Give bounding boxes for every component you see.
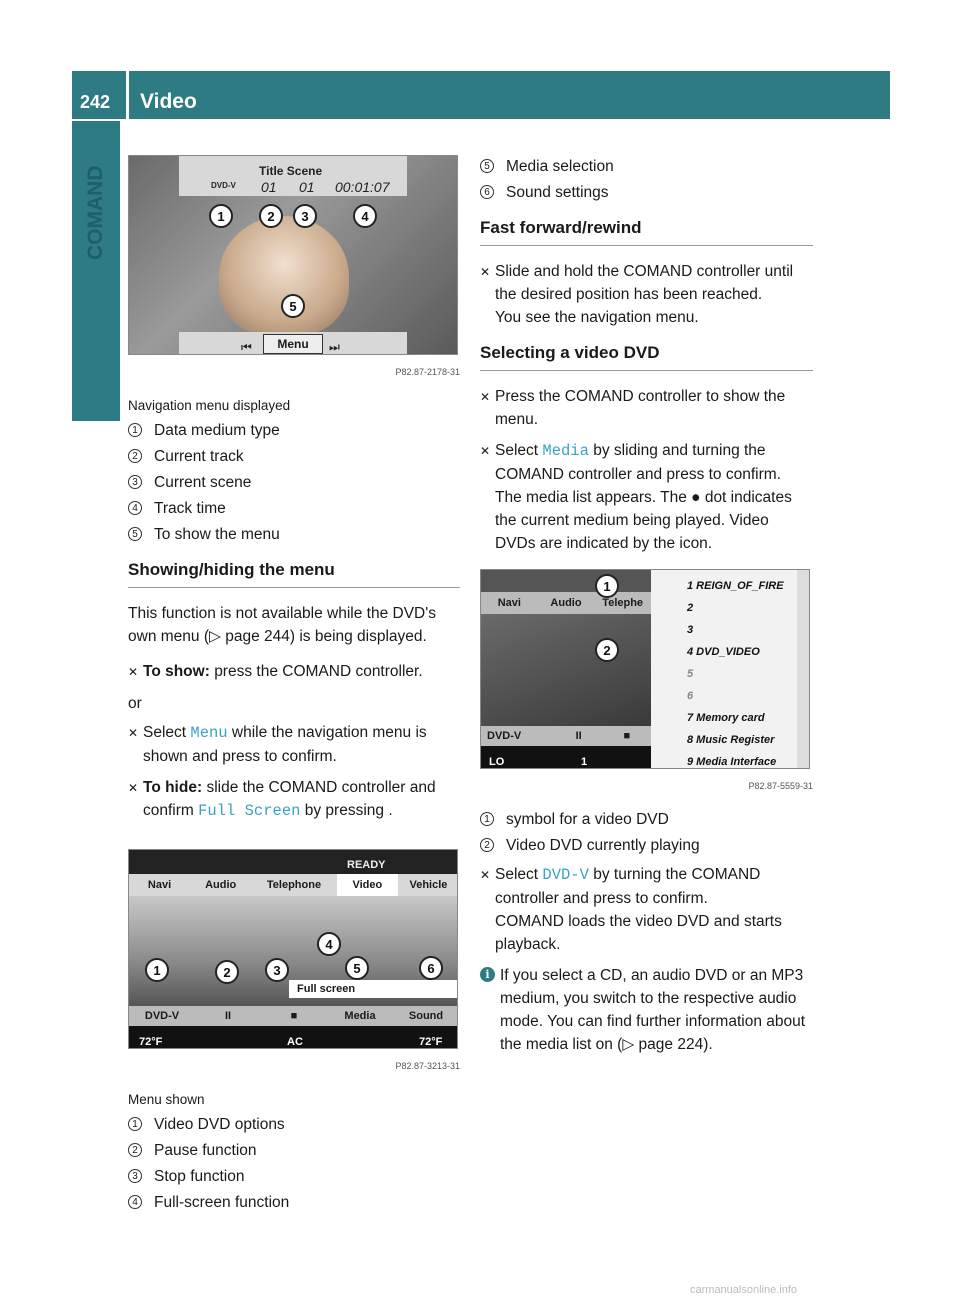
climate-left-temp: 72°F [139,1036,163,1048]
select-post: while the navigation menu is shown and press to confirm. [143,724,427,765]
legend-text: Video DVD options [154,1116,285,1133]
legend-text: Track time [154,500,226,517]
legend-item [480,155,813,178]
legend-number: 2 [128,1143,142,1157]
prev-track-icon: ⏮ [241,340,252,354]
show-text: press the COMAND controller. [214,663,423,680]
legend-item [480,181,813,204]
fig2-fullscreen-label: Full screen [289,980,458,998]
tab-telephone: Telephone [266,879,322,891]
legend-text: Sound settings [506,184,609,201]
climate-right-temp: 72°F [419,1036,443,1048]
media-item: 8 Music Register [687,734,775,746]
tab-audio: Audio [205,879,237,891]
fig3-bottom-dvdv: DVD-V [487,730,522,742]
media-item: 9 Media Interface [687,756,777,768]
legend-item [128,523,460,546]
legend-number: 4 [128,501,142,515]
legend-number: 3 [128,1169,142,1183]
legend-text: To show the menu [154,526,280,543]
media-item: 7 Memory card [687,712,765,724]
bottom-pause: II [224,1010,232,1022]
legend-text: Data medium type [154,422,280,439]
media-item: 3 [687,624,694,636]
info-text: If you select a CD, an audio DVD or an MP3 medium, you switch to the respective audio mode. You can find further information about the media list on (▷ page 224). [500,967,806,1053]
fullscreen-mono: Full Screen [198,802,301,820]
legend-item [480,808,813,831]
legend-text: Video DVD currently playing [506,837,700,854]
legend-1 [128,419,460,546]
next-track-icon: ⏭ [329,340,340,354]
bottom-media: Media [344,1010,376,1022]
hide-post: by pressing . [300,802,393,819]
fig1-scene: 01 [299,179,315,195]
info-icon: i [480,967,495,982]
dvd-step1-text: Press the COMAND controller to show the menu. [495,388,786,428]
heading-fast-forward: Fast forward/rewind [480,216,813,246]
step-select-menu [128,721,460,768]
climate-ac: AC [287,1036,303,1048]
legend-item [128,1113,460,1136]
step-arrow-icon: ✕ [480,265,491,279]
fig3-tabs [481,592,651,614]
callout-4: 4 [317,932,341,956]
callout-5: 5 [345,956,369,980]
child-photo [219,216,349,336]
dvd-step3-note: COMAND loads the video DVD and starts playback. [495,913,782,953]
menu-mono: Menu [190,724,228,742]
fig1-ref: P82.87-2178-31 [395,367,460,377]
left-column [128,155,460,1217]
right-column [480,155,813,1056]
fig3-bottom-stop: ■ [623,730,631,742]
heading-show-hide: Showing/hiding the menu [128,558,460,588]
fig3-tab-navi: Navi [497,597,521,609]
media-list-scrollbar [797,570,810,769]
info-note [480,964,813,1056]
fig2-bottom-bar [129,1006,458,1026]
legend-text: Stop function [154,1168,245,1185]
callout-1: 1 [595,574,619,598]
media-item: 6 [687,690,694,702]
fig1-title-label: Title Scene [259,164,323,178]
or-text: or [128,695,142,712]
media-item: 2 [687,602,694,614]
step-arrow-icon: ✕ [128,665,139,679]
legend-text: Media selection [506,158,614,175]
legend-number: 1 [128,423,142,437]
callout-4: 4 [353,204,377,228]
legend-number: 1 [128,1117,142,1131]
figure-menu-shown [128,849,458,1049]
bottom-sound: Sound [408,1010,444,1022]
callout-3: 3 [293,204,317,228]
hide-pre: slide the COMAND controller and confirm [143,779,436,819]
heading-select-dvd: Selecting a video DVD [480,341,813,371]
fig1-disc-label: DVD-V [211,181,236,190]
hide-label: To hide: [143,779,203,796]
legend-item [128,497,460,520]
step-show [128,660,460,684]
legend-text: Pause function [154,1142,257,1159]
dvdv-mono: DVD-V [542,866,589,884]
step-dvd-1 [480,385,813,431]
side-label: COMAND [84,165,107,260]
fig2-status: READY [347,859,386,871]
legend-item [480,834,813,857]
fig3-fan: 1 [581,756,588,768]
legend-item [128,445,460,468]
step-dvd-2 [480,439,813,555]
callout-1: 1 [145,958,169,982]
fig2-caption: Menu shown [128,1092,205,1107]
legend-item [128,1165,460,1188]
legend-item [128,419,460,442]
step-dvd-3 [480,863,813,956]
legend-3 [480,808,813,857]
page-number: 242 [80,92,111,112]
media-item: 4 DVD_VIDEO [687,646,760,658]
legend-item [128,1191,460,1214]
step-arrow-icon: ✕ [480,868,491,882]
step-arrow-icon: ✕ [128,726,139,740]
step-ff [480,260,813,329]
legend-number: 3 [128,475,142,489]
bottom-dvdv: DVD-V [144,1010,180,1022]
dvd-step3-post: by turning the COMAND controller and press to confirm. [495,866,761,907]
dvd-step2-note: The media list appears. The ● dot indicates the current medium being played. Video DVDs are indicated by the icon. [495,489,792,552]
fig3-lo: LO [489,756,505,768]
media-list-panel [651,570,797,769]
callout-5: 5 [281,294,305,318]
dvd-step3-pre: Select [495,866,543,883]
fig3-bottom-pause: II [575,730,582,742]
fig3-tab-telephone: Telephe [602,597,644,609]
show-label: To show: [143,663,210,680]
fig1-time: 00:01:07 [335,179,390,195]
fig3-topbar [481,570,651,592]
legend-number: 5 [128,527,142,541]
legend-number: 6 [480,185,494,199]
header-divider [126,71,129,119]
show-hide-intro: This function is not available while the DVD's own menu (▷ page 244) is being displayed. [128,605,436,645]
step-arrow-icon: ✕ [128,781,139,795]
dvd-step2-post: by sliding and turning the COMAND controller and press to confirm. [495,442,781,483]
figure-navigation-menu [128,155,458,355]
media-mono: Media [542,442,589,460]
legend-item [128,471,460,494]
fig1-caption: Navigation menu displayed [128,398,291,413]
callout-1: 1 [209,204,233,228]
callout-2: 2 [259,204,283,228]
callout-3: 3 [265,958,289,982]
legend-number: 1 [480,812,494,826]
page-title: Video [140,90,197,113]
fig1-menu-button: Menu [263,334,323,354]
legend-number: 5 [480,159,494,173]
callout-2: 2 [595,638,619,662]
legend-text: Current track [154,448,244,465]
fig3-bottom-bar [481,726,651,746]
callout-6: 6 [419,956,443,980]
figure-media-list [480,569,810,769]
fig3-bottom-bar2 [481,746,651,769]
tab-video: Video [337,874,398,896]
footer-watermark: carmanualsonline.info [690,1284,798,1296]
media-item: 1 REIGN_OF_FIRE [687,580,784,592]
callout-2: 2 [215,960,239,984]
legend-text: symbol for a video DVD [506,811,669,828]
legend-number: 2 [480,838,494,852]
legend-number: 4 [128,1195,142,1209]
step-hide [128,776,460,823]
step-arrow-icon: ✕ [480,390,491,404]
legend-number: 2 [128,449,142,463]
ff-step-note: You see the navigation menu. [495,309,699,326]
select-pre: Select [143,724,191,741]
tab-navi: Navi [147,879,172,891]
bottom-stop: ■ [290,1010,298,1022]
legend-item [128,1139,460,1162]
fig2-climate-bar [129,1026,458,1049]
legend-text: Full-screen function [154,1194,290,1211]
fig2-ref: P82.87-3213-31 [395,1061,460,1071]
step-arrow-icon: ✕ [480,444,491,458]
fig2-tabs [129,874,458,896]
fig3-tab-audio: Audio [550,597,582,609]
legend-2 [128,1113,460,1214]
fig3-photo [481,614,651,726]
tab-vehicle: Vehicle [409,879,448,891]
fig1-track: 01 [261,179,277,195]
dvd-step2-pre: Select [495,442,543,459]
legend-text: Current scene [154,474,252,491]
fig3-ref: P82.87-5559-31 [748,781,813,791]
media-item: 5 [687,668,694,680]
legend-2-cont [480,155,813,204]
ff-step-text: Slide and hold the COMAND controller until the desired position has been reached. [495,263,794,303]
